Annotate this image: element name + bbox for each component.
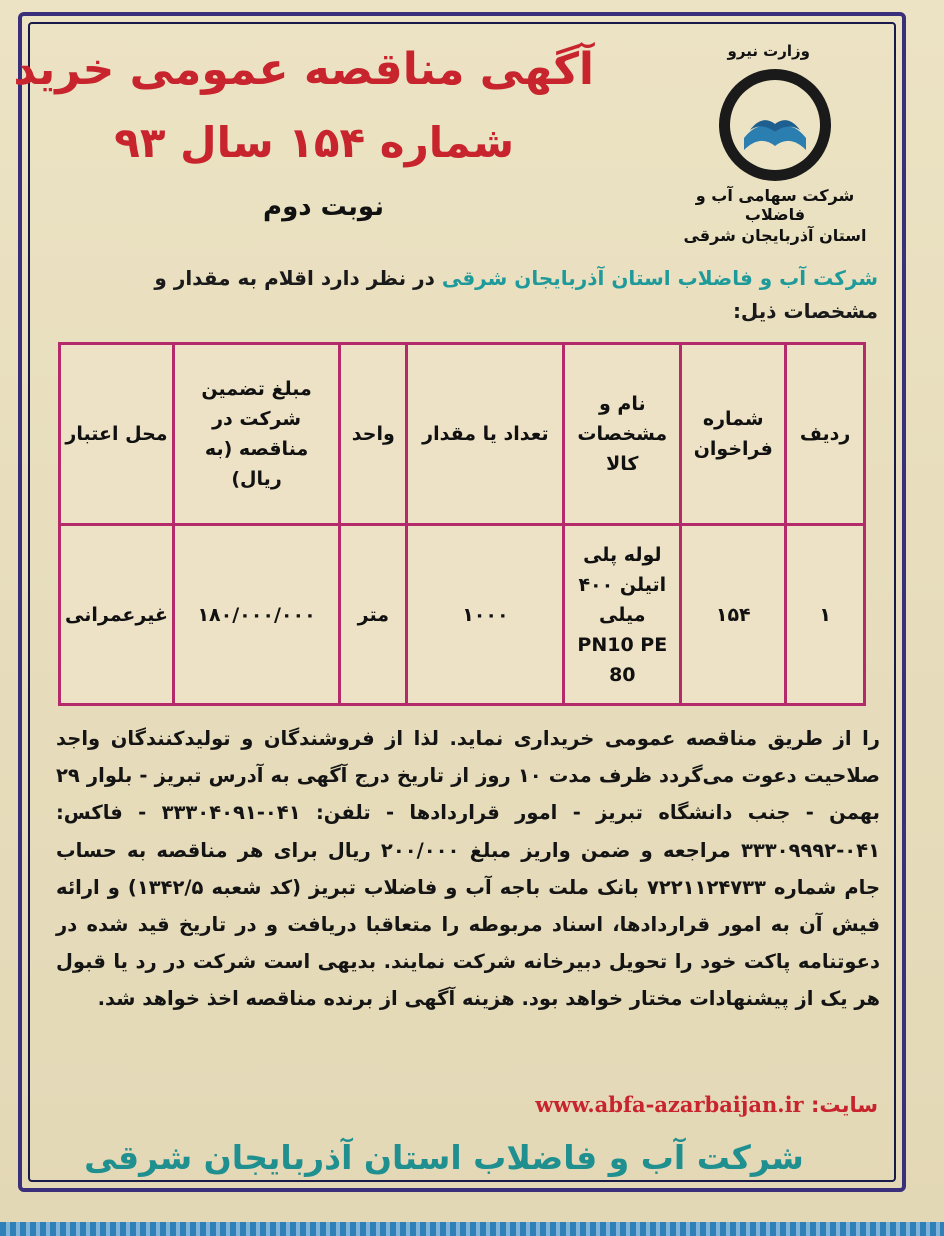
header-call-number: شماره فراخوان bbox=[681, 344, 786, 525]
cell-funding-source: غیرعمرانی bbox=[60, 525, 174, 705]
header-quantity: تعداد یا مقدار bbox=[407, 344, 564, 525]
cell-call-number: ۱۵۴ bbox=[681, 525, 786, 705]
cell-row-number: ۱ bbox=[786, 525, 865, 705]
footer-company-name: شرکت آب و فاضلاب استان آذربایجان شرقی bbox=[84, 1138, 804, 1177]
ad-number: شماره ۱۵۴ سال ۹۳ bbox=[114, 118, 514, 167]
body-paragraph: را از طریق مناقصه عمومی خریداری نماید. لذا از فروشندگان و تولیدکنندگان واجد صلاحیت دعوت می‌گردد ظرف مدت ۱۰ روز از تاریخ درج آگهی به آدرس تبریز - بلوار ۲۹ بهمن - جنب دانشگاه تبریز - امور قراردادها - تلفن: ۰۴۱-۳۳۳۰۴۰۹۱ - فاکس: ۰۴۱-۳۳۳۰۹۹۹۲ مراجعه و ضمن واریز مبلغ ۲۰۰/۰۰۰ ریال برای هر مناقصه به حساب جام شماره ۷۲۲۱۱۲۴۷۳۳ بانک ملت باجه آب و فاضلاب تبریز (کد شعبه ۱۳۴۲/۵) و ارائه فیش آن به امور قراردادها، اسناد مربوطه را متعاقبا دریافت و در تاریخ قید شده در دعوتنامه پاکت خود را تحویل دبیرخانه شرکت نمایند. بدیهی است شرکت در رد یا قبول هر یک از پیشنهادات مختار خواهد بود. هزینه آگهی از برنده مناقصه اخذ خواهد شد. bbox=[56, 727, 880, 1011]
cell-quantity: ۱۰۰۰ bbox=[407, 525, 564, 705]
ministry-label: وزارت نیرو bbox=[727, 42, 810, 60]
table-row bbox=[60, 525, 865, 705]
header-funding-source: محل اعتبار bbox=[60, 344, 174, 525]
table-header-row bbox=[60, 344, 865, 525]
cell-guarantee-amount: ۱۸۰/۰۰۰/۰۰۰ bbox=[173, 525, 339, 705]
intro-paragraph bbox=[62, 262, 878, 328]
website-label: سایت: bbox=[810, 1093, 878, 1117]
company-logo-block bbox=[680, 42, 870, 245]
intro-company-highlight: شرکت آب و فاضلاب استان آذربایجان شرقی bbox=[441, 266, 878, 290]
cell-unit: متر bbox=[340, 525, 407, 705]
intro-text: در نظر دارد اقلام به مقدار و مشخصات ذیل: bbox=[154, 266, 878, 323]
header-unit: واحد bbox=[340, 344, 407, 525]
page-bottom-border bbox=[0, 1222, 944, 1236]
company-name-line1: شرکت سهامی آب و فاضلاب bbox=[695, 186, 855, 224]
header-item-spec: نام و مشخصات کالا bbox=[564, 344, 681, 525]
cell-item-spec: لوله پلی اتیلن ۴۰۰ میلی PN10 PE 80 bbox=[564, 525, 681, 705]
water-company-logo-icon bbox=[716, 66, 834, 184]
website-link[interactable]: www.abfa-azarbaijan.ir bbox=[535, 1092, 804, 1117]
publication-turn: نوبت دوم bbox=[263, 192, 384, 222]
header-guarantee-amount: مبلغ تضمین شرکت در مناقصه (به ریال) bbox=[173, 344, 339, 525]
company-name-line2: استان آذربایجان شرقی bbox=[683, 226, 867, 245]
website-row bbox=[535, 1092, 878, 1117]
items-table bbox=[58, 342, 866, 706]
ad-title: آگهی مناقصه عمومی خرید bbox=[13, 44, 594, 95]
header-row-number: ردیف bbox=[786, 344, 865, 525]
